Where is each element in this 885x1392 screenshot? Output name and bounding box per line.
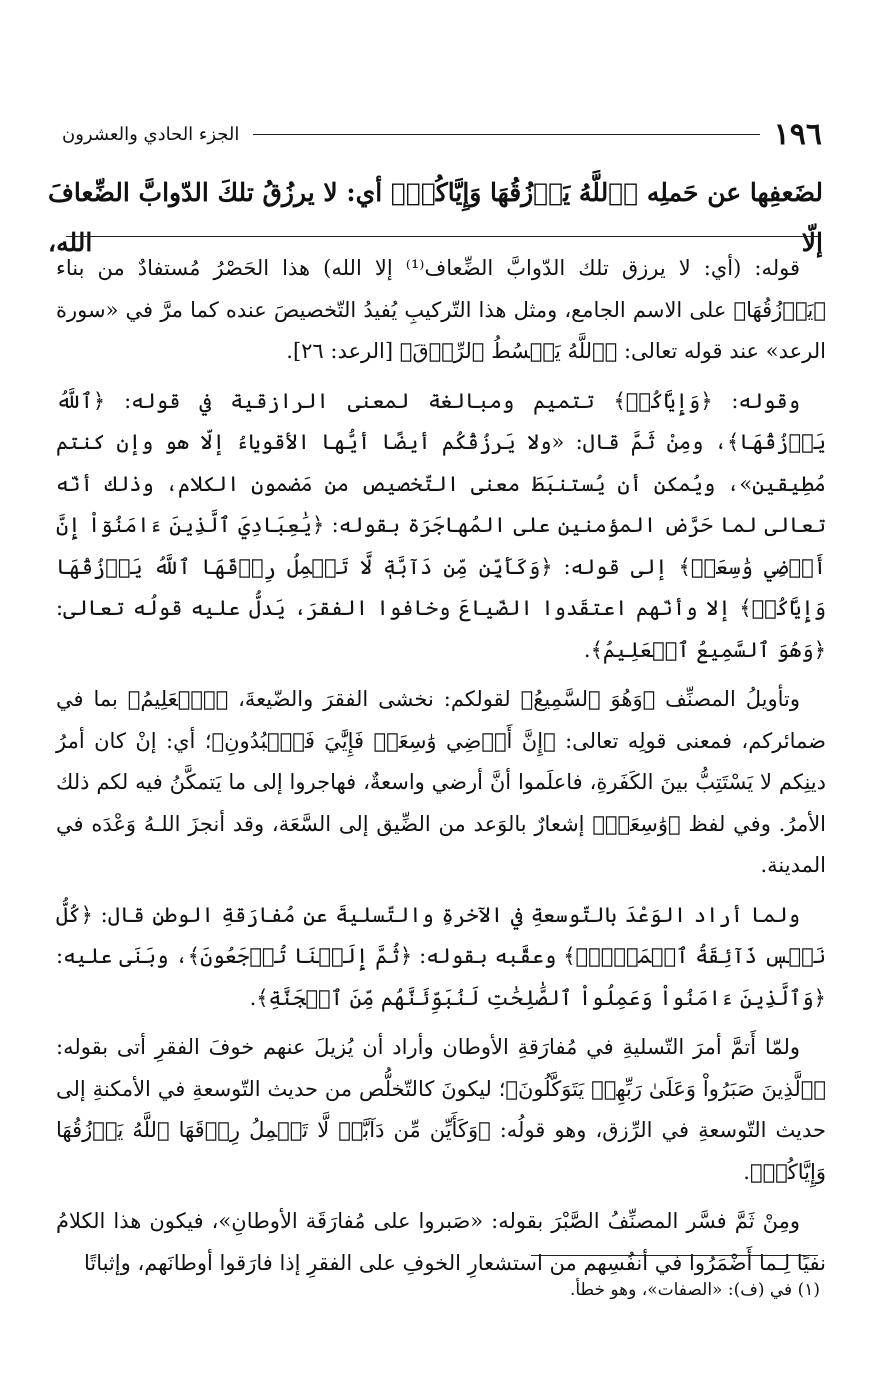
page-header xyxy=(62,112,822,156)
paragraph: وقوله: ﴿وَإِيَّاكُمۡ﴾ تتميم ومبالغة لمعنى الرازقية في قوله: ﴿ٱللَّهُ يَرۡزُقُهَا﴾، ومِنْ ثَمَّ قال: «ولا يَرزُقُكُم أيضًا أيُّها الأقوياءُ إلّا هو وإن كنتم مُطِيقين»، ويُمكن أن يُستنبَطَ معنى التّخصيص من مَضمون الكلام، وذلك أنّه تعالى لما حَرَّض المؤمنين على المُهاجَرَة بقوله: ﴿يَٰعِبَادِيَ ٱلَّذِينَ ءَامَنُوٓاْ إِنَّ أَرۡضِي وَٰسِعَةٞ﴾ إلى قوله: ﴿وَكَأَيِّن مِّن دَآبَّةٖ لَّا تَحۡمِلُ رِزۡقَهَا ٱللَّهُ يَرۡزُقُهَا وَإِيَّاكُمۡ﴾ إلا وأنّهم اعتقَدوا الضّياعَ وخافوا الفقرَ، يَدلُّ عليه قولُه تعالى: ﴿وَهُوَ ٱلسَّمِيعُ ٱلۡعَلِيمُ﴾. xyxy=(56,388,826,662)
footnote-divider xyxy=(531,1255,818,1256)
paragraph: ولمّا أَتمَّ أمرَ التّسليةِ في مُفارَقةِ الأوطان وأراد أن يُزيلَ عنهم خوفَ الفقرِ أتى بقوله: ﴿ٱلَّذِينَ صَبَرُواْ وَعَلَىٰ رَبِّهِمۡ يَتَوَكَّلُونَ﴾؛ ليكونَ كالتّخلُّص من حديث التّوسعةِ في الأمكنةِ إلى حديث التّوسعةِ في الرِّزق، وهو قولُه: ﴿وَكَأَيِّن مِّن دَآبَّةٖ لَّا تَحۡمِلُ رِزۡقَهَا ٱللَّهُ يَرۡزُقُهَا وَإِيَّاكُمۡ﴾. xyxy=(56,1035,826,1184)
paragraph: ومِنْ ثَمَّ فسَّر المصنِّفُ الصَّبْرَ بقوله: «صَبروا على مُفارَقَة الأوطانِ»، فيكون هذا الكلامُ نفيًا لِـما أَضْمَرُوا في أنفُسِهم من استشعارِ الخوفِ على الفقرِ إذا فارَقوا أوطانَهم، وإثباتًا xyxy=(56,1209,826,1275)
commentary-body xyxy=(56,248,826,1292)
section-divider xyxy=(66,236,818,237)
running-title: الجزء الحادي والعشرون xyxy=(62,123,240,145)
paragraph: وتأويلُ المصنِّف ﴿وَهُوَ ٱلسَّمِيعُ﴾ لقولكم: نخشى الفقرَ والضّيعةَ، ﴿ٱلۡعَلِيمُ﴾ بما في ضمائركم، فمعنى قولِه تعالى: ﴿إِنَّ أَرۡضِي وَٰسِعَةٞ فَإِيَّٰيَ فَٱعۡبُدُونِ﴾؛ أي: إنْ كان أمرُ دينِكم لا يَسْتَتِبُّ بينَ الكَفَرةِ، فاعلَموا أنَّ أرضي واسعةٌ، فهاجروا إلى ما يَتمكَّنُ فيه لكم ذلك الأمرُ. وفي لفظ ﴿وَٰسِعَةٞ﴾ إشعارٌ بالوَعد من الضِّيق إلى السَّعَة، وقد أنجزَ اللـهُ وَعْدَه في المدينة. xyxy=(56,687,826,877)
paragraph: ولما أراد الوَعْدَ بالتّوسعةِ في الآخرةِ والتّسليةَ عن مُفارَقةِ الوطنِ قال: ﴿كُلُّ نَفۡسٖ ذَآئِقَةُ ٱلۡمَوۡتِۖ﴾ وعقَّبه بقوله: ﴿ثُمَّ إِلَيۡنَا تُرۡجَعُونَ﴾، وبَنَى عليه: ﴿وَٱلَّذِينَ ءَامَنُواْ وَعَمِلُواْ ٱلصَّٰلِحَٰتِ لَنُبَوِّئَنَّهُم مِّنَ ٱلۡجَنَّةِ﴾. xyxy=(56,902,827,1010)
page-number: ١٩٦ xyxy=(773,116,822,152)
paragraph: قوله: (أي: لا يرزق تلك الدّوابَّ الضِّعاف⁽¹⁾ إلا الله) هذا الحَصْرُ مُستفادٌ من بناء ﴿يَرۡزُقُهَا﴾ على الاسم الجامع، ومثل هذا التّركيبِ يُفيدُ التّخصيصَ عنده كما مرَّ في «سورة الرعد» عند قوله تعالى: ﴿ٱللَّهُ يَبۡسُطُ ٱلرِّزۡقَ﴾ [الرعد: ٢٦]. xyxy=(56,256,826,363)
continued-text-line: لضَعفِها عن حَملِه ﴿ٱللَّهُ يَرۡزُقُهَا وَإِيَّاكُمۡ﴾ أي: لا يرزُقُ تلكَ الدّوابَّ الضِّعافَ إلّا الله، xyxy=(48,178,823,257)
header-rule xyxy=(253,134,759,135)
footnote: (١) في (ف): «الصفات»، وهو خطأ. xyxy=(569,1280,820,1300)
